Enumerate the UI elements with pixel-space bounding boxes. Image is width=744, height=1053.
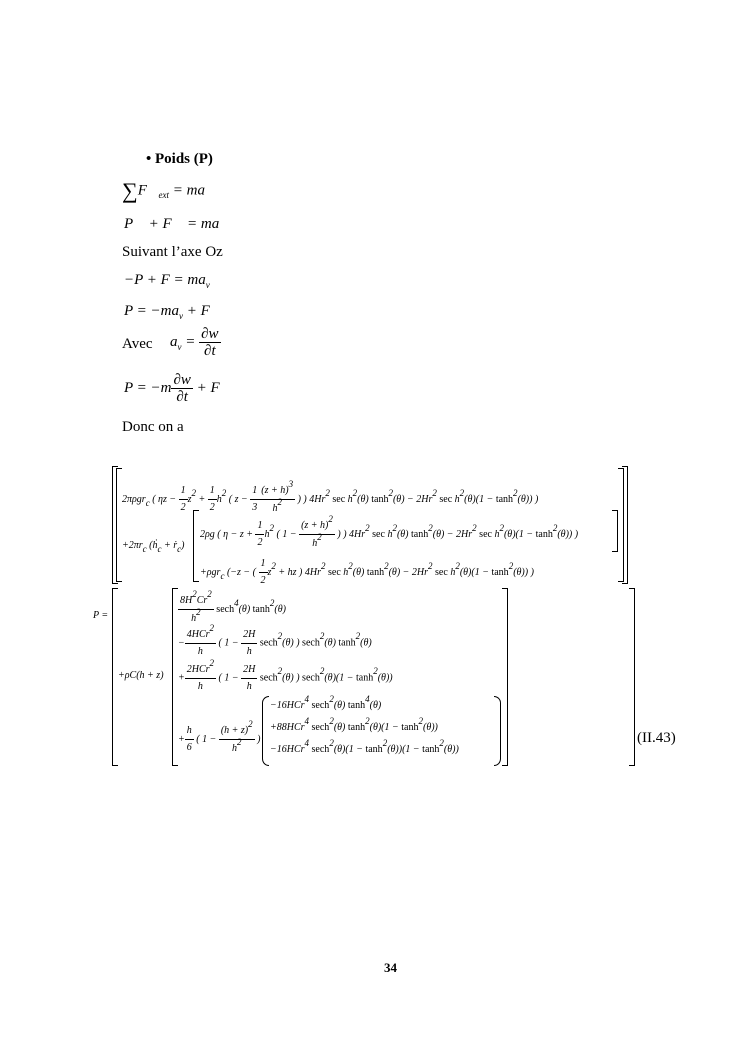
page-number: 34 (384, 960, 397, 975)
equation-tag: (II.43) (637, 730, 676, 746)
equation-p-plus-f: P⃗ + F⃗ = ma⃗ (124, 216, 231, 232)
big-eq-row2a: 2ρg ( η − z + $\frac{1}{2}$ h2 ( 1 − $\frac{(z + h)2}{h2}$ ) ) 4Hr2 sec h2(θ) tanh2(θ) − 2Hr2 sec h2(θ)(1 − tanh2(θ)) ) (200, 514, 579, 549)
big-eq-row3c: + $\frac{\text{2HCr2}}{h}$ ( 1 − $\frac{2H}{h}$ sech2(θ) ) sech2(θ)(1 − tanh2(θ)) (178, 658, 393, 692)
big-eq-row3d2: +88HCr4 sech2(θ) tanh2(θ)(1 − tanh2(θ)) (270, 716, 438, 733)
big-eq-row1: 2πρgrc ( ηz − $\frac{1}{2}$ z2 + $\frac{1}{2}$ h2 ( z − $\frac{1}{3}$ $\frac{(z + h)3}{h2}$ ) ) 4Hr2 sec h2(θ) tanh2(θ) − 2Hr2 sec h2(θ)(1 − tanh2(θ)) ) (122, 479, 539, 514)
big-eq-row3d-prefix: + $\frac{h}{6}$ ( 1 − $\frac{(h + z)2}{h2}$ ) (178, 719, 261, 754)
big-eq-row3d1: −16HCr4 sech2(θ) tanh4(θ) (270, 694, 382, 711)
equation-av: $a_v$ = $\frac{\partial w}{\partial t}$ (170, 326, 219, 359)
section-heading: • Poids (P) (146, 151, 213, 167)
big-eq-row3b: − $\frac{\text{4HCr2}}{h}$ ( 1 − $\frac{2H}{h}$ sech2(θ) ) sech2(θ) tanh2(θ) (178, 623, 372, 657)
bracket-inner-top-right (618, 468, 624, 582)
equation-sum-forces: $\sum F⃗_{ext}$ = ma⃗ (122, 178, 217, 203)
equation-p: $P = -ma_v + F$ (124, 303, 210, 321)
bracket-row3-outer-right (629, 588, 635, 766)
equation-minus-p: $-P + F = ma_v$ (124, 272, 210, 290)
bracket-row3-inner-right (502, 588, 508, 766)
text-donc: Donc on a (122, 419, 184, 435)
bracket-row2-right (612, 510, 618, 552)
text-suivant: Suivant l’axe Oz (122, 244, 223, 260)
paren-row3d-left (262, 696, 269, 766)
big-eq-row3d3: −16HCr4 sech2(θ)(1 − tanh2(θ))(1 − tanh2(θ)) (270, 738, 459, 755)
paren-row3d-right (494, 696, 501, 766)
big-eq-lhs: P = (93, 610, 109, 621)
equation-p-final: P = −m $\frac{\partial w}{\partial t}$ + F (124, 372, 220, 405)
big-eq-row2b: +ρgrc (−z − ( $\frac{1}{2}$ z2 + hz ) 4Hr2 sec h2(θ) tanh2(θ) − 2Hr2 sec h2(θ)(1 − tanh2(θ)) ) (200, 558, 534, 586)
big-eq-row3-prefix: +ρC(h + z) (118, 670, 164, 681)
text-avec: Avec (122, 336, 153, 352)
big-eq-row3a: $\frac{8H2Cr2}{h2}$ sech4(θ) tanh2(θ) (180, 589, 286, 624)
bracket-row2-left (193, 510, 199, 582)
big-eq-row2-prefix: +2πrc (ḣc + ṙc) (122, 540, 185, 554)
